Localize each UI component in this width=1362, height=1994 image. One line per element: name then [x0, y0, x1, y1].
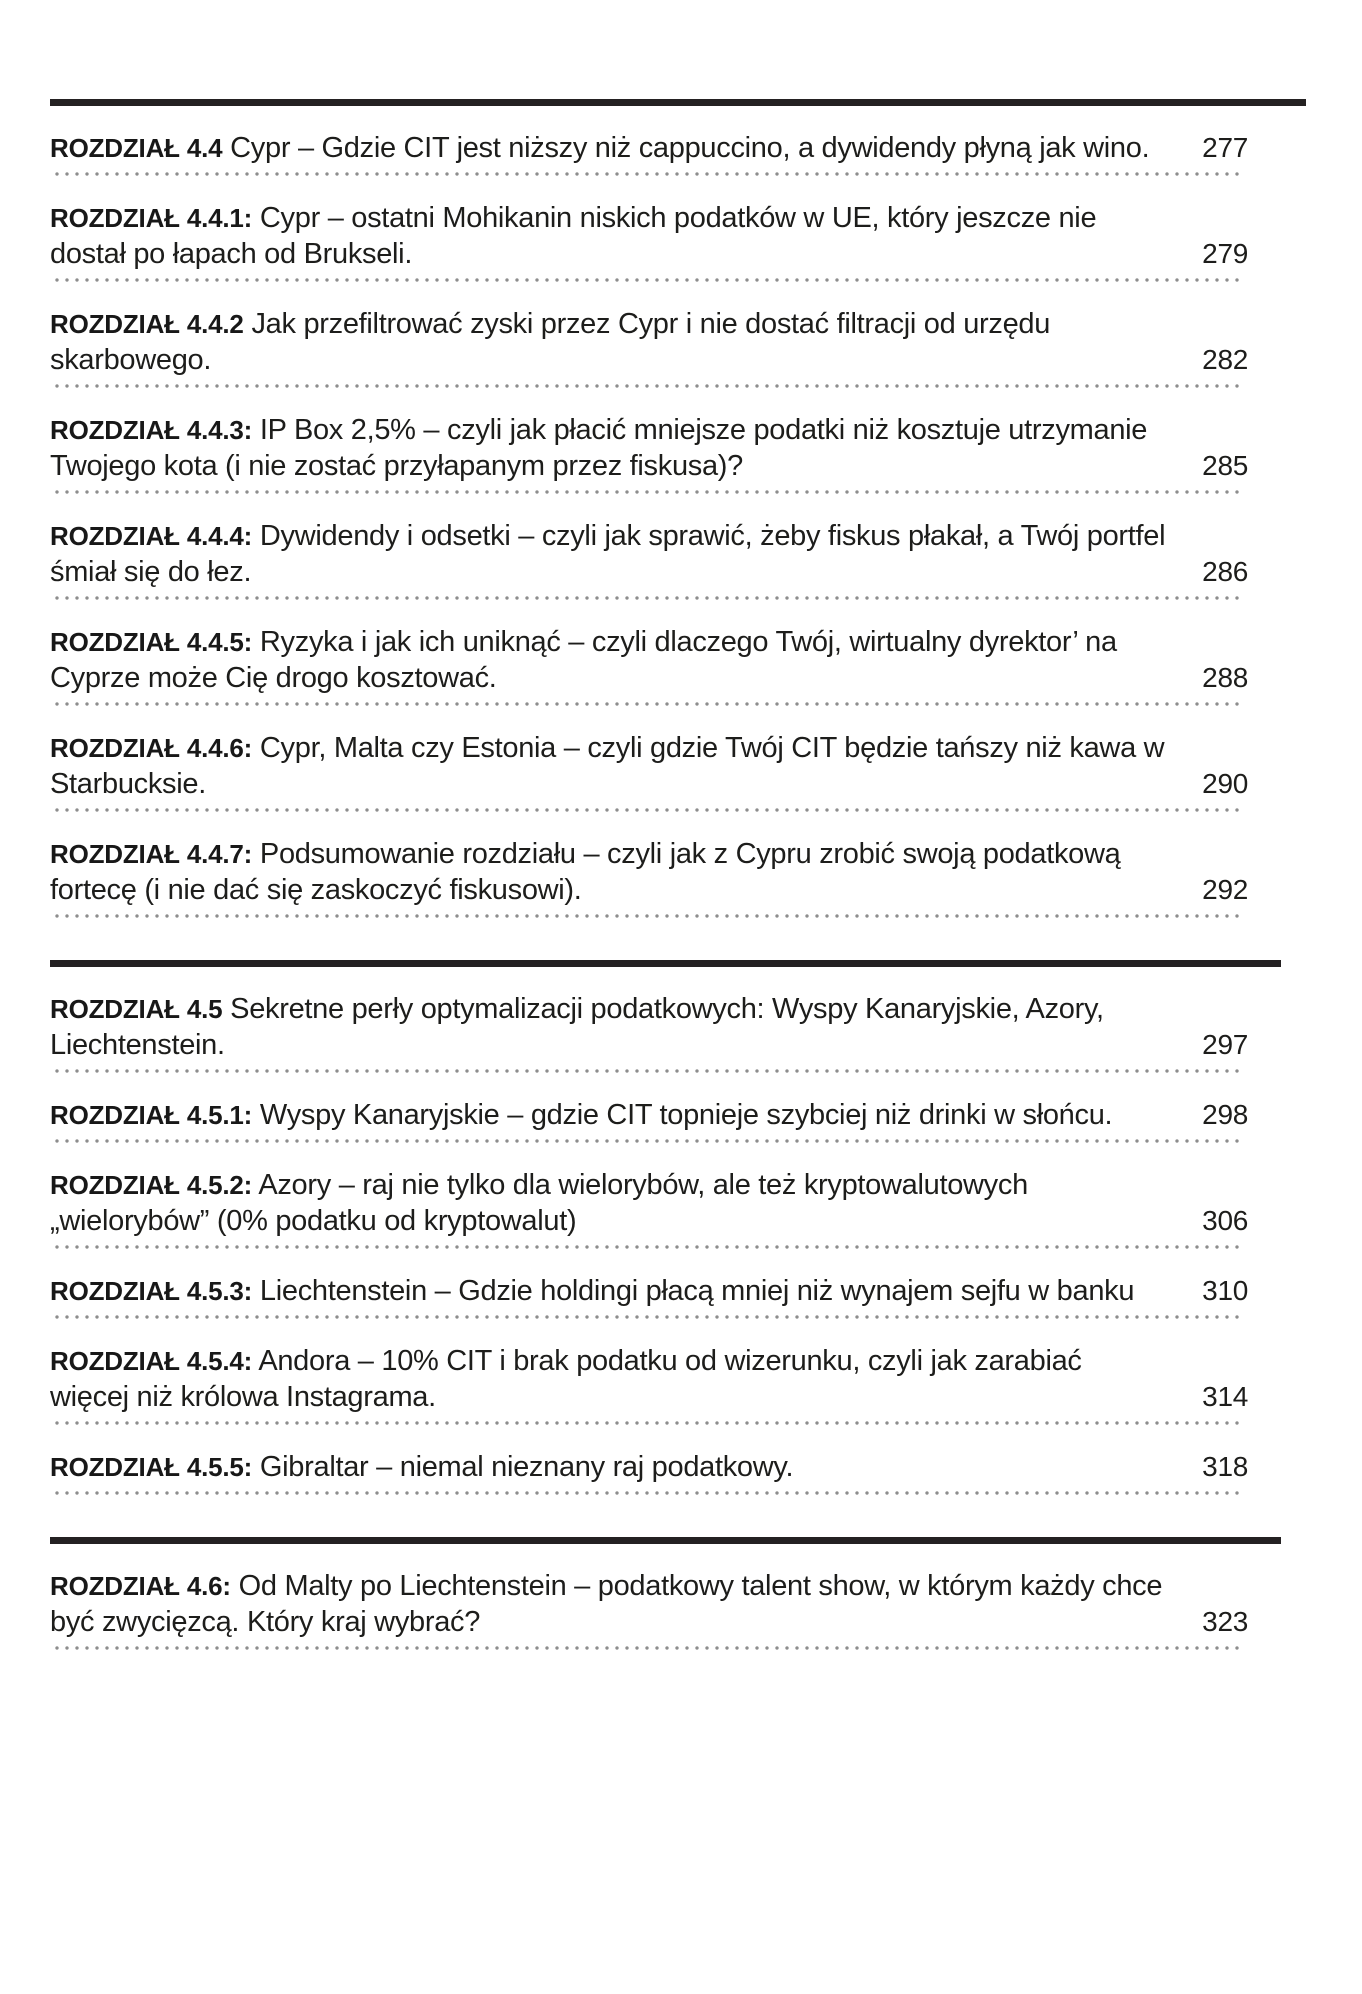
toc-entry-row [50, 518, 1281, 590]
toc-entry-row [50, 306, 1281, 378]
dotted-leader [55, 1421, 1243, 1425]
toc-entry-row [50, 991, 1281, 1063]
chapter-title [50, 306, 1166, 378]
dotted-leader [55, 384, 1243, 388]
toc-entry [50, 306, 1281, 388]
toc-entry [50, 991, 1281, 1073]
page-number: 292 [1202, 874, 1248, 905]
dotted-leader [55, 490, 1243, 494]
dotted-leader [55, 808, 1243, 812]
toc-entry [50, 200, 1281, 282]
toc-entry-row [50, 130, 1281, 166]
toc-entry-row [50, 412, 1281, 484]
dotted-leader [55, 914, 1243, 918]
chapter-label: ROZDZIAŁ 4.4.7: [50, 839, 253, 869]
section-divider [50, 1537, 1281, 1544]
chapter-title-text: Od Malty po Liechtenstein – podatkowy talent show, w którym każdy chce być zwycięzcą. Który kraj wybrać? [50, 1570, 1163, 1638]
chapter-label: ROZDZIAŁ 4.4.3: [50, 415, 253, 445]
chapter-label: ROZDZIAŁ 4.5.2: [50, 1170, 253, 1200]
toc-entry [50, 518, 1281, 600]
toc-entry [50, 730, 1281, 812]
chapter-title-text: Podsumowanie rozdziału – czyli jak z Cypru zrobić swoją podatkową fortecę (i nie dać się zaskoczyć fiskusowi). [50, 838, 1121, 906]
chapter-label: ROZDZIAŁ 4.4.2 [50, 309, 244, 339]
section-divider [50, 99, 1306, 106]
chapter-title-text: Cypr – ostatni Mohikanin niskich podatków w UE, który jeszcze nie dostał po łapach od Brukseli. [50, 202, 1097, 270]
chapter-title [50, 624, 1166, 696]
chapter-title-text: Ryzyka i jak ich uniknąć – czyli dlaczego Twój, wirtualny dyrektor’ na Cyprze może Cię drogo kosztować. [50, 626, 1117, 694]
toc-entry-row [50, 1097, 1281, 1133]
table-of-contents [50, 99, 1281, 1650]
page-number: 318 [1202, 1451, 1248, 1482]
toc-entry [50, 1343, 1281, 1425]
toc-entry-row [50, 200, 1281, 272]
page-number: 310 [1202, 1275, 1248, 1306]
chapter-title [50, 730, 1166, 802]
toc-entry-row [50, 1568, 1281, 1640]
dotted-leader [55, 1069, 1243, 1073]
page-number: 290 [1202, 768, 1248, 799]
toc-entry [50, 1097, 1281, 1143]
chapter-label: ROZDZIAŁ 4.6: [50, 1571, 231, 1601]
dotted-leader [55, 1245, 1243, 1249]
toc-entry-row [50, 836, 1281, 908]
section-divider [50, 960, 1281, 967]
toc-entry [50, 836, 1281, 918]
chapter-label: ROZDZIAŁ 4.4.1: [50, 203, 253, 233]
toc-entry [50, 412, 1281, 494]
chapter-title-text: Liechtenstein – Gdzie holdingi płacą mniej niż wynajem sejfu w banku [259, 1275, 1135, 1307]
chapter-title [50, 836, 1166, 908]
page-number: 298 [1202, 1099, 1248, 1130]
dotted-leader [55, 1315, 1243, 1319]
toc-entry-row [50, 1273, 1281, 1309]
dotted-leader [55, 1646, 1243, 1650]
chapter-title-text: Jak przefiltrować zyski przez Cypr i nie dostać filtracji od urzędu skarbowego. [50, 308, 1051, 376]
toc-entry [50, 1167, 1281, 1249]
toc-entry [50, 624, 1281, 706]
dotted-leader [55, 1491, 1243, 1495]
chapter-title [50, 1167, 1166, 1239]
chapter-title-text: Azory – raj nie tylko dla wielorybów, ale też kryptowalutowych „wielorybów” (0% podatku od kryptowalut) [50, 1169, 1028, 1237]
chapter-label: ROZDZIAŁ 4.5.4: [50, 1346, 253, 1376]
chapter-label: ROZDZIAŁ 4.5.5: [50, 1452, 253, 1482]
chapter-label: ROZDZIAŁ 4.4.5: [50, 627, 253, 657]
chapter-title-text: Dywidendy i odsetki – czyli jak sprawić, żeby fiskus płakał, a Twój portfel śmiał się do łez. [50, 520, 1166, 588]
chapter-title [50, 1097, 1166, 1133]
toc-entry-row [50, 730, 1281, 802]
page-number: 277 [1202, 132, 1248, 163]
toc-entry [50, 1449, 1281, 1495]
page-number: 297 [1202, 1029, 1248, 1060]
dotted-leader [55, 596, 1243, 600]
toc-entry-row [50, 624, 1281, 696]
toc-entry-row [50, 1343, 1281, 1415]
page-number: 279 [1202, 238, 1248, 269]
chapter-title [50, 1273, 1166, 1309]
chapter-title [50, 991, 1166, 1063]
chapter-label: ROZDZIAŁ 4.5.3: [50, 1276, 253, 1306]
page-number: 286 [1202, 556, 1248, 587]
toc-entry-row [50, 1449, 1281, 1485]
chapter-title [50, 1343, 1166, 1415]
toc-entry-row [50, 1167, 1281, 1239]
chapter-label: ROZDZIAŁ 4.5 [50, 994, 223, 1024]
chapter-title-text: Sekretne perły optymalizacji podatkowych: Wyspy Kanaryjskie, Azory, Liechtenstein. [50, 993, 1104, 1061]
chapter-title [50, 412, 1166, 484]
page-number: 285 [1202, 450, 1248, 481]
dotted-leader [55, 278, 1243, 282]
chapter-title-text: Andora – 10% CIT i brak podatku od wizerunku, czyli jak zarabiać więcej niż królowa Instagrama. [50, 1345, 1082, 1413]
page-number: 282 [1202, 344, 1248, 375]
toc-entry [50, 1273, 1281, 1319]
page-number: 323 [1202, 1606, 1248, 1637]
chapter-title-text: IP Box 2,5% – czyli jak płacić mniejsze podatki niż kosztuje utrzymanie Twojego kota (i nie zostać przyłapanym przez fiskusa)? [50, 414, 1148, 482]
toc-entry [50, 130, 1281, 176]
chapter-title-text: Wyspy Kanaryjskie – gdzie CIT topnieje szybciej niż drinki w słońcu. [259, 1099, 1113, 1131]
chapter-title [50, 1568, 1166, 1640]
chapter-title-text: Cypr, Malta czy Estonia – czyli gdzie Twój CIT będzie tańszy niż kawa w Starbucksie. [50, 732, 1165, 800]
dotted-leader [55, 1139, 1243, 1143]
chapter-label: ROZDZIAŁ 4.4.4: [50, 521, 253, 551]
chapter-label: ROZDZIAŁ 4.4.6: [50, 733, 253, 763]
chapter-label: ROZDZIAŁ 4.5.1: [50, 1100, 253, 1130]
page-number: 314 [1202, 1381, 1248, 1412]
toc-entry [50, 1568, 1281, 1650]
chapter-title [50, 518, 1166, 590]
chapter-title [50, 1449, 1166, 1485]
dotted-leader [55, 702, 1243, 706]
chapter-label: ROZDZIAŁ 4.4 [50, 133, 223, 163]
dotted-leader [55, 172, 1243, 176]
page-number: 306 [1202, 1205, 1248, 1236]
chapter-title-text: Cypr – Gdzie CIT jest niższy niż cappuccino, a dywidendy płyną jak wino. [230, 132, 1150, 164]
chapter-title [50, 200, 1166, 272]
chapter-title-text: Gibraltar – niemal nieznany raj podatkowy. [259, 1451, 794, 1483]
chapter-title [50, 130, 1166, 166]
page-number: 288 [1202, 662, 1248, 693]
